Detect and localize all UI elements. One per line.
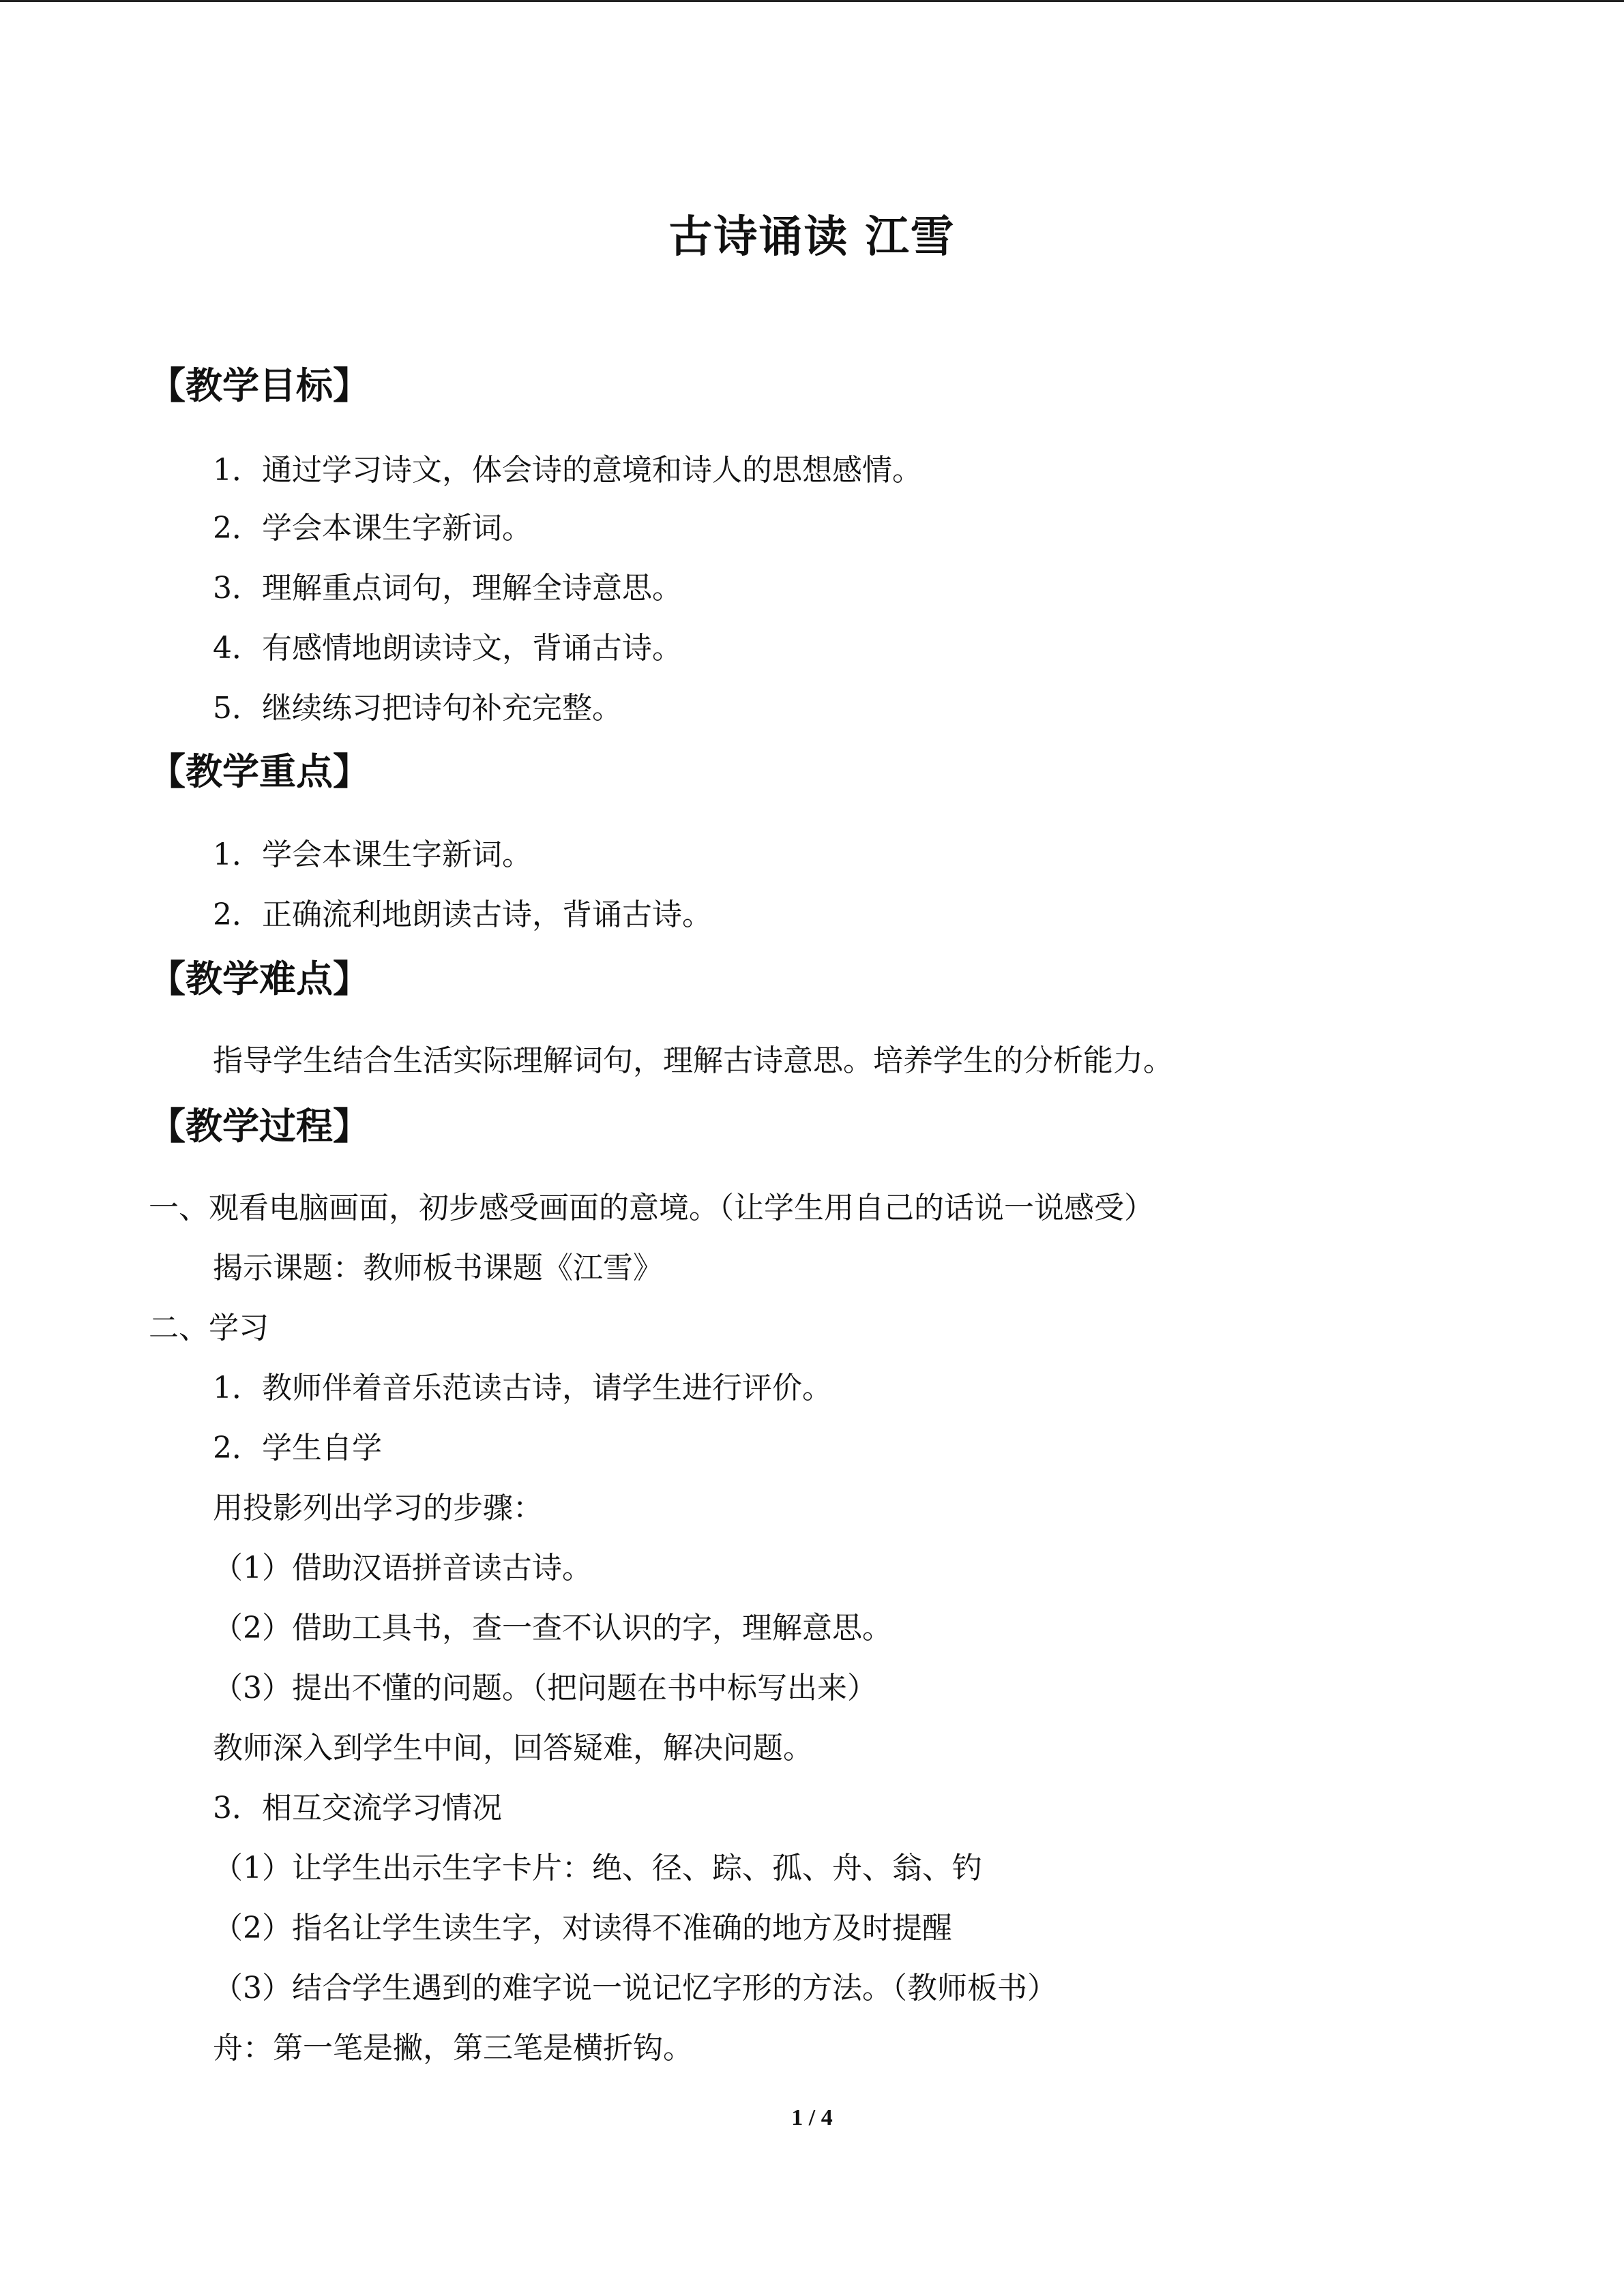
page-number: 1 / 4 xyxy=(791,2105,833,2130)
key-point-item: 2．正确流利地朗读古诗，背诵古诗。 xyxy=(213,897,712,932)
process-step-heading: 一、观看电脑画面，初步感受画面的意境。（让学生用自己的话说一说感受） xyxy=(149,1191,1154,1225)
document-title: 古诗诵读 江雪 xyxy=(668,212,956,263)
process-line: 2．学生自学 xyxy=(213,1431,382,1465)
process-line: （2）借助工具书，查一查不认识的字，理解意思。 xyxy=(213,1611,892,1645)
process-line: 揭示课题：教师板书课题《江雪》 xyxy=(213,1251,663,1285)
process-line: （3）提出不懂的问题。（把问题在书中标写出来） xyxy=(213,1671,877,1705)
heading-key-points: 【教学重点】 xyxy=(149,750,370,793)
objective-item: 2．学会本课生字新词。 xyxy=(213,511,532,546)
process-line: （2）指名让学生读生字，对读得不准确的地方及时提醒 xyxy=(213,1911,952,1945)
heading-teaching-process: 【教学过程】 xyxy=(149,1105,370,1148)
objective-item: 3．理解重点词句，理解全诗意思。 xyxy=(213,571,682,606)
process-line: 舟：第一笔是撇，第三笔是横折钩。 xyxy=(213,2031,693,2066)
process-line: 1．教师伴着音乐范读古诗，请学生进行评价。 xyxy=(213,1371,832,1405)
difficulty-text: 指导学生结合生活实际理解词句，理解古诗意思。培养学生的分析能力。 xyxy=(213,1043,1173,1078)
process-line: 3．相互交流学习情况 xyxy=(213,1791,502,1825)
objective-item: 1．通过学习诗文，体会诗的意境和诗人的思想感情。 xyxy=(213,453,922,488)
top-border-rule xyxy=(0,0,1624,2)
heading-teaching-objectives: 【教学目标】 xyxy=(149,364,370,407)
process-step-heading: 二、学习 xyxy=(149,1311,269,1345)
process-line: （3）结合学生遇到的难字说一说记忆字形的方法。（教师板书） xyxy=(213,1971,1057,2006)
heading-difficulties: 【教学难点】 xyxy=(149,957,370,1000)
process-line: （1）让学生出示生字卡片：绝、径、踪、孤、舟、翁、钓 xyxy=(213,1851,982,1885)
objective-item: 5．继续练习把诗句补充完整。 xyxy=(213,691,622,726)
process-line: 用投影列出学习的步骤： xyxy=(213,1491,543,1525)
objective-item: 4．有感情地朗读诗文，背诵古诗。 xyxy=(213,631,682,666)
key-point-item: 1．学会本课生字新词。 xyxy=(213,837,532,872)
process-line: （1）借助汉语拼音读古诗。 xyxy=(213,1551,592,1585)
process-line: 教师深入到学生中间，回答疑难，解决问题。 xyxy=(213,1731,813,1765)
